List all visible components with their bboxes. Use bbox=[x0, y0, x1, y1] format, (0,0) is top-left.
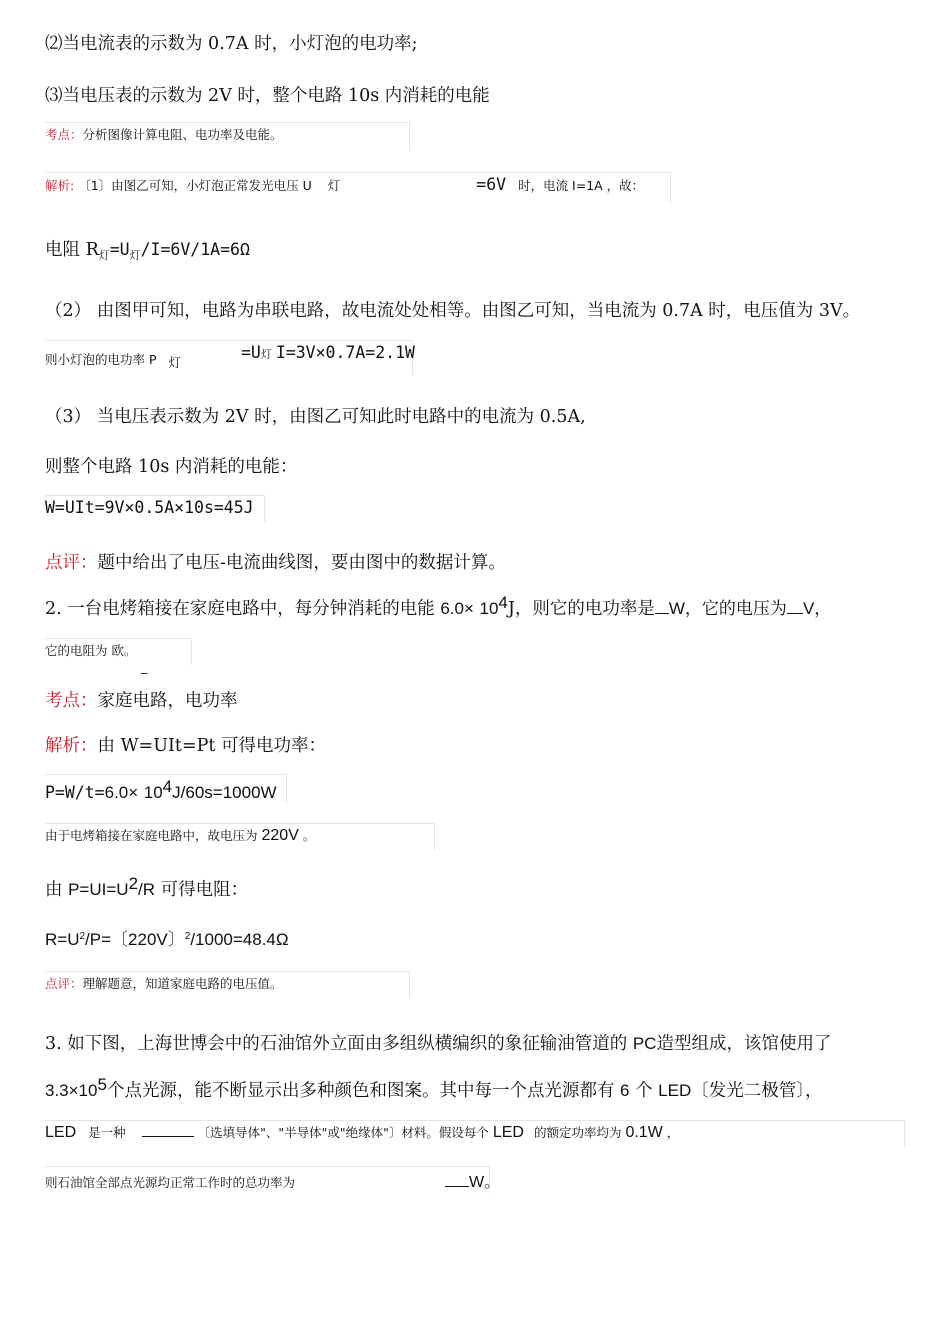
hv-value: 220V bbox=[261, 827, 299, 844]
analysis-line-2 bbox=[45, 732, 326, 757]
question-2-line bbox=[45, 593, 905, 620]
resistance-sub-2: 灯 bbox=[129, 249, 141, 262]
q2-resistance-blank: _ bbox=[141, 659, 148, 674]
q2-value: 6.0× bbox=[440, 599, 474, 618]
comment-2-text: 理解题意，知道家庭电路的电压值。 bbox=[82, 976, 283, 991]
question-2-resistance-line bbox=[45, 638, 192, 674]
key-point-line-2 bbox=[45, 687, 238, 712]
rr-exp-2: 2 bbox=[184, 931, 191, 942]
resistance-intro-line bbox=[45, 874, 248, 901]
rr-result: /1000=48.4Ω bbox=[190, 930, 289, 949]
ri-formula: P=UI=U bbox=[68, 880, 129, 899]
question-part-2: ⑵当电流表的示数为 0.7A 时，小灯泡的电功率; bbox=[45, 34, 418, 54]
key-point-label: 考点： bbox=[45, 127, 83, 142]
ri-exp: 2 bbox=[128, 874, 139, 893]
resistance-line bbox=[45, 236, 250, 263]
energy-intro-line: 则整个电路 10s 内消耗的电能： bbox=[45, 457, 298, 477]
analysis-current: 时，电流 I=1A ，故： bbox=[518, 178, 645, 193]
analysis-line-1 bbox=[45, 172, 671, 203]
q3-six: 6 bbox=[620, 1081, 630, 1100]
q3-text-a: 3. 如下图，上海世博会中的石油馆外立面由多组纵横编织的象征输油管道的 bbox=[45, 1034, 628, 1054]
power-sub-2: 灯 bbox=[260, 348, 272, 361]
household-voltage-line bbox=[45, 823, 435, 850]
rr-text-c: /P=〔220V〕 bbox=[85, 930, 185, 949]
pf-base: 10 bbox=[143, 783, 163, 802]
q3l3-text-e: 的额定功率均为 bbox=[533, 1125, 622, 1140]
key-point-line bbox=[45, 122, 410, 151]
analysis-label: 解析: bbox=[45, 178, 75, 193]
pf-exp: 4 bbox=[162, 777, 173, 796]
comment-2-label: 点评： bbox=[45, 976, 83, 991]
comment-label: 点评： bbox=[45, 553, 98, 573]
pf-text-a: P=W/t= bbox=[45, 783, 105, 802]
q2-blank-2 bbox=[787, 599, 803, 614]
q3-text-c2: 个点光源，能不断显示出多种颜色和图案。其中每一个点光源都有 bbox=[106, 1081, 615, 1101]
comment-line-2 bbox=[45, 971, 410, 998]
series-circuit-line: （2） 由图甲可知，电路为串联电路，故电流处处相等。由图乙可知，当电流为 0.7A 时，电压值为 3V。 bbox=[45, 301, 861, 321]
q2-base: 10 bbox=[479, 599, 499, 618]
q2-resistance-text: 它的电阻为 欧。 bbox=[45, 643, 137, 658]
question-part-3: ⑶当电压表的示数为 2V 时，整个电路 10s 内消耗的电能 bbox=[45, 86, 490, 106]
q3l4-unit: W。 bbox=[469, 1174, 501, 1191]
q2-text-g: V， bbox=[802, 599, 832, 618]
q3l3-text-g: ， bbox=[666, 1125, 680, 1140]
voltage-2v-line: （3） 当电压表示数为 2V 时，由图乙可知此时电路中的电流为 0.5A, bbox=[45, 407, 586, 427]
q2-blank-1 bbox=[655, 599, 669, 614]
key-point-text: 分析图像计算电阻、电功率及电能。 bbox=[82, 127, 283, 142]
power-formula: I=3V×0.7A=2.1W bbox=[275, 343, 415, 362]
ri-formula-end: /R bbox=[138, 880, 156, 899]
comment-line-1 bbox=[45, 549, 506, 574]
q2-text-f: W，它的电压为 bbox=[668, 599, 787, 618]
q3l3-text-b: 是一种 bbox=[88, 1125, 126, 1140]
q3l3-power: 0.1W bbox=[625, 1124, 663, 1141]
pf-result: J/60s=1000W bbox=[172, 783, 277, 802]
analysis-2-label: 解析： bbox=[45, 736, 98, 756]
q3-led: LED bbox=[658, 1081, 692, 1100]
resistance-text-c: =U bbox=[109, 240, 130, 259]
power-text-c: =U bbox=[241, 343, 261, 362]
q3-pc: PC bbox=[632, 1034, 657, 1053]
q3l3-text-c: 〔选填导体"、"半导体"或"绝缘体"〕材料。假设每个 bbox=[197, 1125, 489, 1140]
q2-text-e: J，则它的电功率是 bbox=[507, 599, 655, 619]
resistance-text-a: 电阻 R bbox=[45, 240, 99, 260]
question-3-line-1 bbox=[45, 1030, 831, 1055]
q3-text-g: 〔发光二极管〕， bbox=[691, 1081, 823, 1101]
power-line bbox=[45, 340, 413, 375]
hv-text-c: 。 bbox=[302, 828, 316, 843]
power-text-a: 则小灯泡的电功率 P bbox=[45, 352, 157, 367]
ri-text-e: 可得电阻： bbox=[160, 880, 249, 900]
q2-exp: 4 bbox=[498, 593, 508, 612]
power-formula-line bbox=[45, 774, 287, 803]
q3-text-c: 造型组成，该馆使用了 bbox=[656, 1034, 832, 1054]
energy-formula-line: W=UIt=9V×0.5A×10s=45J bbox=[45, 495, 265, 522]
resistance-formula: /I=6V/1A=6Ω bbox=[140, 240, 250, 259]
comment-text: 题中给出了电压-电流曲线图，要由图中的数据计算。 bbox=[97, 553, 506, 573]
q2-text-a: 2. 一台电烤箱接在家庭电路中，每分钟消耗的电能 bbox=[45, 599, 435, 619]
resistance-result-line bbox=[45, 925, 289, 950]
analysis-sub-lamp: 灯 bbox=[327, 178, 341, 193]
analysis-voltage: =6V bbox=[476, 175, 507, 194]
key-point-2-label: 考点： bbox=[45, 691, 98, 711]
pf-value: 6.0× bbox=[104, 783, 139, 802]
analysis-text-a: 〔1〕由图乙可知，小灯泡正常发光电压 U bbox=[78, 178, 312, 193]
q3l3-led: LED bbox=[45, 1124, 77, 1141]
q3-blank-material bbox=[142, 1136, 194, 1137]
hv-text-a: 由于电烤箱接在家庭电路中，故电压为 bbox=[45, 828, 258, 843]
power-sub-lamp: 灯 bbox=[168, 355, 182, 370]
question-3-line-2 bbox=[45, 1075, 822, 1102]
q3-count: 3.3×10 bbox=[45, 1081, 98, 1100]
question-3-line-4 bbox=[45, 1166, 501, 1193]
question-3-line-3 bbox=[45, 1120, 905, 1147]
q3l4-text-a: 则石油馆全部点光源均正常工作时的总功率为 bbox=[45, 1175, 296, 1190]
analysis-2-text: 由 W=UIt=Pt 可得电功率： bbox=[97, 736, 326, 756]
q3-blank-power bbox=[445, 1172, 469, 1187]
resistance-sub-1: 灯 bbox=[98, 249, 110, 262]
ri-text-a: 由 bbox=[45, 880, 63, 900]
q3-count-exp: 5 bbox=[97, 1075, 107, 1094]
rr-exp-1: 2 bbox=[79, 931, 86, 942]
q3-unit: 个 bbox=[635, 1081, 653, 1101]
key-point-2-text: 家庭电路，电功率 bbox=[97, 691, 238, 711]
rr-text-a: R=U bbox=[45, 930, 80, 949]
q3l3-led-2: LED bbox=[492, 1124, 524, 1141]
